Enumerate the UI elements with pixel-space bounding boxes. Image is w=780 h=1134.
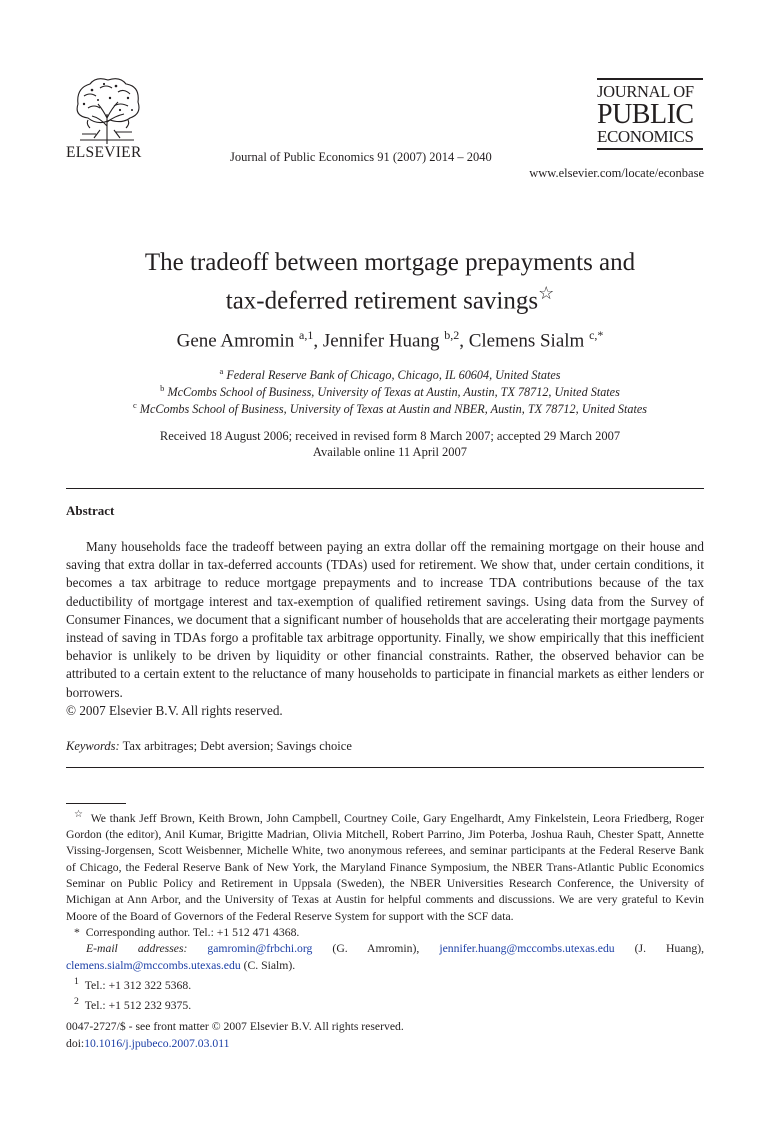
footnote-1 [66,974,704,994]
abstract-body [66,538,704,720]
corresponding-mark: * [74,925,80,939]
affiliation-c [60,400,720,417]
publication-info [66,1018,404,1052]
title-line-1: The tradeoff between mortgage prepayments and [144,249,636,276]
footnote-1-text: Tel.: +1 312 322 5368. [84,978,192,992]
elsevier-wordmark: ELSEVIER [66,144,142,161]
title-line-2 [60,278,720,316]
section-divider [66,488,704,489]
journal-logo-line3: ECONOMICS [597,127,694,146]
affiliation-text: McCombs School of Business, University of Texas at Austin, Austin, TX 78712, United States [167,385,620,400]
email-label: E-mail addresses: [86,942,188,956]
author-affiliation-mark[interactable]: b,2 [444,328,460,342]
email-footnote [66,941,704,974]
footnote-star-icon: ☆ [74,809,84,820]
journal-logo-top-rule [597,78,703,80]
author-list [60,328,720,352]
title-star-icon[interactable]: ☆ [538,283,555,303]
author-name: Clemens Sialm [468,330,585,352]
article-history [60,428,720,460]
affiliation-mark: c [132,400,137,410]
title-line-2-text: tax-deferred retirement savings [225,287,539,315]
author-separator: , [459,330,469,352]
journal-logo-line2: PUBLIC [597,99,694,130]
footnote-2-mark: 2 [74,996,79,1008]
journal-logo-line1: JOURNAL OF [597,82,694,101]
journal-url-link[interactable]: www.elsevier.com/locate/econbase [529,166,704,180]
abstract-copyright: © 2007 Elsevier B.V. All rights reserved. [66,702,283,718]
keywords-list: Tax arbitrages; Debt aversion; Savings choice [122,739,352,753]
available-online-date: Available online 11 April 2007 [312,445,468,459]
affiliation-mark: a [219,366,224,376]
corresponding-text: Corresponding author. Tel.: +1 512 471 4368. [85,925,300,939]
footnotes [66,807,704,1014]
author-affiliation-mark[interactable]: a,1 [299,328,314,342]
section-divider [66,767,704,768]
doi-line [66,1035,404,1052]
footnote-2 [66,994,704,1014]
email-link-amromin[interactable]: gamromin@frbchi.org [207,942,313,956]
journal-logo-bottom-rule [597,148,703,150]
author-name: Jennifer Huang [322,330,440,352]
abstract-heading: Abstract [66,503,115,518]
footnote-2-text: Tel.: +1 512 232 9375. [84,998,192,1012]
footnote-rule [66,803,126,804]
author-affiliation-mark[interactable]: c,* [589,328,604,342]
keywords [66,739,352,754]
email-owner: (G. Amromin), [332,942,420,956]
affiliation-text: Federal Reserve Bank of Chicago, Chicago, IL 60604, United States [226,368,561,383]
abstract-text: Many households face the tradeoff between paying an extra dollar off the remaining mortgage on their house and saving that extra dollar in tax-deferred accounts (TDAs) used for retirement. We show that, under certain conditions, it becomes a tax arbitrage to reduce mortgage prepayments and to increase TDA contributions because of the tax deductibility of mortgage interest and tax-exemption of qualified retirement savings. Using data from the Survey of Consumer Finances, we document that a significant number of households that are accelerating their mortgage payments instead of saving in TDAs forgo a profitable tax arbitrage opportunity. Finally, we show empirically that this inefficient behavior is unlikely to be driven by liquidity or other financial constraints. Rather, the observed behavior can be attributed to a certain extent to the reluctance of many households to participate in financial markets as either lenders or borrowers. [66,539,704,700]
affiliation-b [60,383,720,400]
email-owner: (C. Sialm). [243,958,296,972]
elsevier-tree-icon [70,74,144,146]
received-dates: Received 18 August 2006; received in revised form 8 March 2007; accepted 29 March 2007 [159,429,621,443]
author-separator: , [313,330,323,352]
acknowledgement-footnote [66,807,704,925]
acknowledgement-text: We thank Jeff Brown, Keith Brown, John Campbell, Courtney Coile, Gary Engelhardt, Amy Finkelstein, Leora Friedberg, Roger Gordon (the editor), Anil Kumar, Brigitte Madrian, Olivia Mitchell, Robert Parrino, Jim Poterba, Joshua Rauh, Chester Spatt, Annette Vissing-Jorgensen, Scott Weisbenner, Michelle White, two anonymous referees, and seminar participants at the Federal Reserve Bank of Chicago, the Federal Reserve Bank of New York, the Maryland Finance Symposium, the NBER Trans-Atlantic Public Economics Seminar on Public Policy and Retirement in Uppsala (Sweden), the NBER Universities Research Conference, the University of Michigan at Ann Arbor, and the University of Texas at Austin for helpful comments and discussions. We are very grateful to Kevin Moore of the Board of Governors of the Federal Reserve System for support with the SCF data. [66,811,704,923]
affiliation-text: McCombs School of Business, University of Texas at Austin and NBER, Austin, TX 78712, United States [139,402,648,417]
journal-logo [597,78,703,150]
article-title [60,248,720,316]
issn-line: 0047-2727/$ - see front matter © 2007 Elsevier B.V. All rights reserved. [66,1020,404,1033]
corresponding-author-footnote [66,925,704,941]
email-link-huang[interactable]: jennifer.huang@mccombs.utexas.edu [439,942,615,956]
email-owner: (J. Huang), [634,942,705,956]
affiliation-a [60,366,720,383]
affiliation-mark: b [160,383,165,393]
footnote-1-mark: 1 [74,975,79,987]
elsevier-logo [66,74,148,164]
doi-label: doi: [66,1037,85,1050]
keywords-label: Keywords: [66,739,120,753]
email-link-sialm[interactable]: clemens.sialm@mccombs.utexas.edu [66,958,241,972]
author-name: Gene Amromin [176,330,295,352]
journal-reference: Journal of Public Economics 91 (2007) 2014 – 2040 [230,150,492,164]
doi-link[interactable]: 10.1016/j.jpubeco.2007.03.011 [84,1037,230,1050]
